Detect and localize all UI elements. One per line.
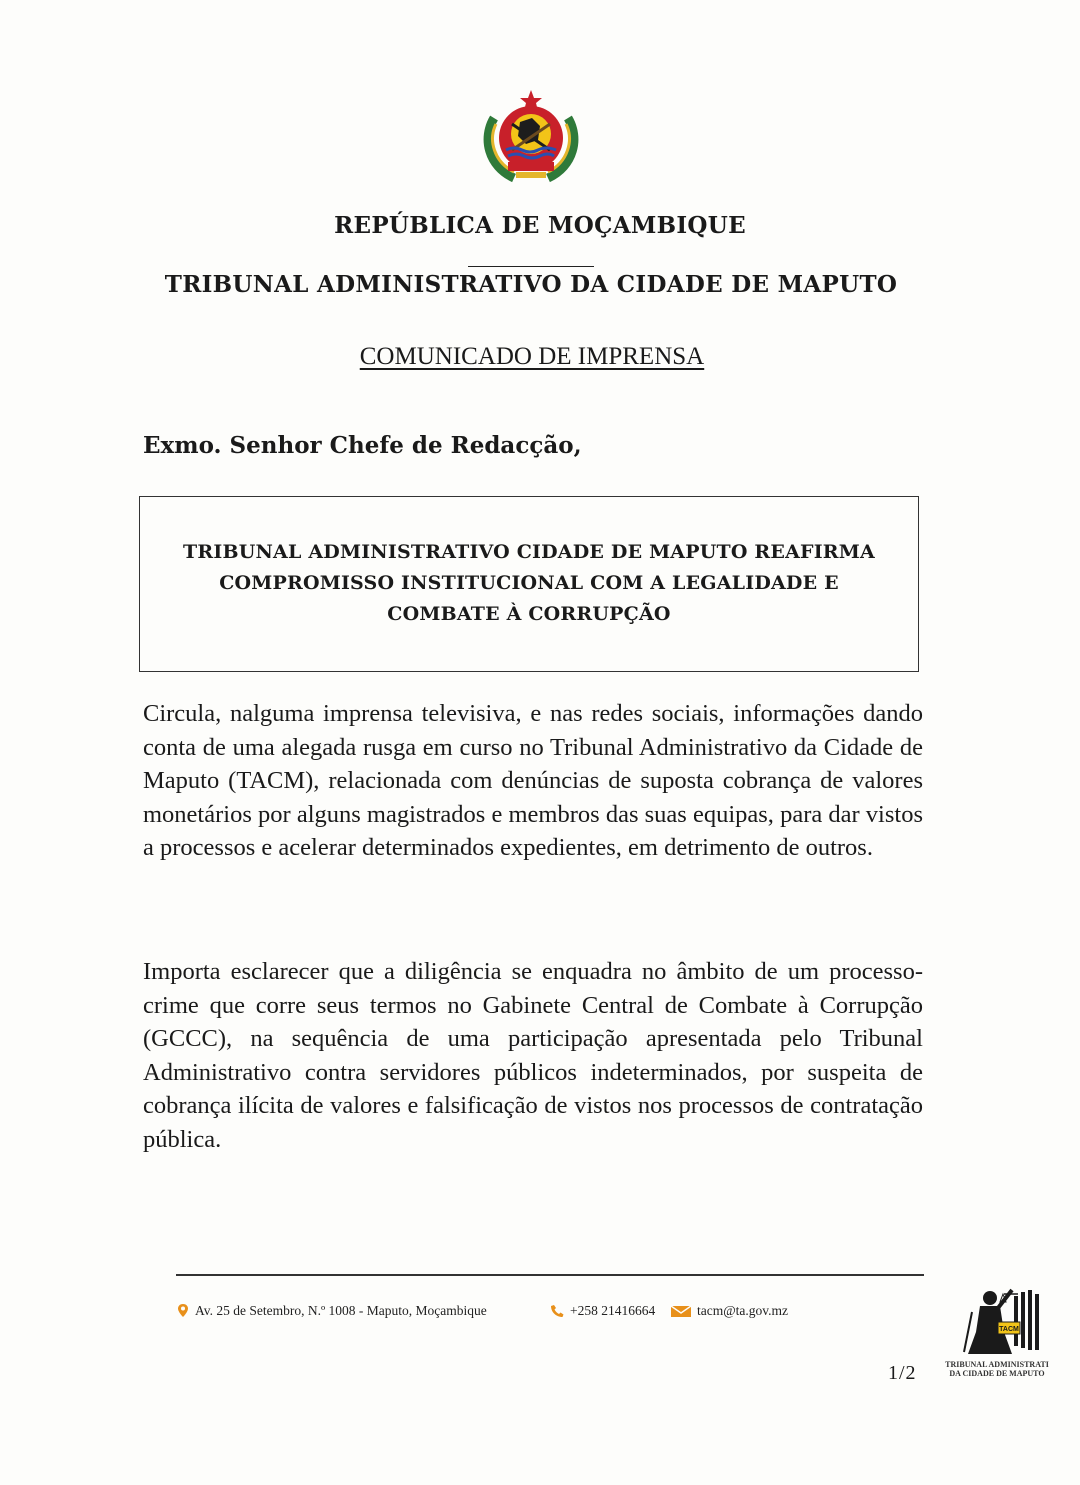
phone-icon (549, 1304, 565, 1318)
email-text: tacm@ta.gov.mz (697, 1303, 789, 1318)
republic-title: REPÚBLICA DE MOÇAMBIQUE (334, 212, 746, 239)
address-text: Av. 25 de Setembro, N.º 1008 - Maputo, Moçambique (195, 1303, 487, 1318)
phone-text: +258 21416664 (570, 1303, 656, 1318)
location-pin-icon (176, 1303, 190, 1319)
headline-box (139, 496, 919, 672)
headline-line: TRIBUNAL ADMINISTRATIVO CIDADE DE MAPUTO REAFIRMA (183, 541, 875, 563)
tribunal-title: TRIBUNAL ADMINISTRATIVO DA CIDADE DE MAPUTO (164, 271, 898, 298)
headline-line: COMBATE À CORRUPÇÃO (387, 603, 671, 625)
document-type-title: COMUNICADO DE IMPRENSA (359, 343, 705, 370)
headline-line: COMPROMISSO INSTITUCIONAL COM A LEGALIDADE E (219, 572, 839, 594)
page-number: 1/2 (888, 1362, 917, 1384)
salutation: Exmo. Senhor Chefe de Redacção, (143, 432, 582, 459)
footer-address (176, 1303, 487, 1319)
footer-phone[interactable] (549, 1303, 655, 1319)
logo-badge-text: TACM (999, 1326, 1019, 1333)
tacm-justice-logo-icon (954, 1282, 1046, 1358)
body-paragraph: Importa esclarecer que a diligência se enquadra no âmbito de um processo-crime que corre seus termos no Gabinete Central de Combate à Corrupção (GCCC), na sequência de uma participação apresentada pelo Tribunal Administrativo contra servidores públicos indeterminados, por suspeita de cobrança ilícita de valores e falsificação de vistos nos processos de contratação pública. (143, 958, 923, 1153)
mozambique-coat-of-arms-icon (480, 88, 582, 188)
body-paragraph: Circula, nalguma imprensa televisiva, e nas redes sociais, informações dando conta de uma alegada rusga em curso no Tribunal Administrativo da Cidade de Maputo (TACM), relacionada com denúncias de suposta cobrança de valores monetários por alguns magistrados e membros das suas equipas, para dar vistos a processos e acelerar determinados expedientes, em detrimento de outros. (143, 700, 923, 862)
footer-email[interactable] (670, 1303, 788, 1319)
logo-caption-line: DA CIDADE DE MAPUTO (949, 1369, 1045, 1378)
header-divider (468, 266, 594, 267)
logo-caption-line: TRIBUNAL ADMINISTRATI (945, 1360, 1049, 1369)
headline (140, 537, 918, 630)
envelope-icon (670, 1305, 692, 1318)
footer-divider (176, 1274, 924, 1276)
logo-caption (940, 1360, 1054, 1378)
